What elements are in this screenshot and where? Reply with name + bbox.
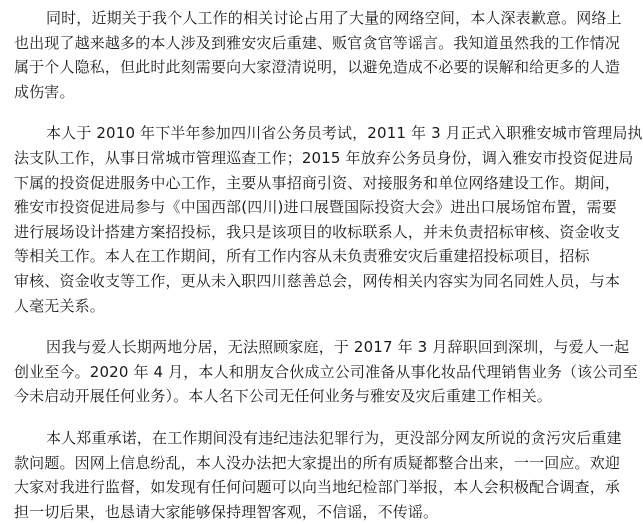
text-line: 审核、资金收支等工作，更从未入职四川慈善总会，网传相关内容实为同名同姓人员，与本	[14, 271, 621, 290]
text-line: 大家对我进行监督，如发现有任何问题可以向当地纪检部门举报，本人会积极配合调查，承	[14, 478, 621, 497]
text-line: 进行展场设计搭建方案招投标，我只是该项目的收标联系人，并未负责招标审核、资金收支	[14, 222, 621, 241]
paragraph-work-history	[14, 121, 643, 318]
paragraph-apology	[14, 6, 622, 104]
text-line: 款问题。因网上信息纷乱，本人没办法把大家提出的所有质疑都整合出来，一一回应。欢迎	[14, 453, 621, 472]
text-line: 也出现了越来越多的本人涉及到雅安灾后重建、贩官贪官等谣言。我知道虽然我的工作情况	[14, 33, 621, 52]
text-line: 本人于 2010 年下半年参加四川省公务员考试，2011 年 3 月正式入职雅安城市管理局执	[46, 124, 643, 143]
paragraph-resignation	[14, 335, 638, 409]
text-line: 成伤害。	[14, 82, 75, 101]
text-line: 担一切后果，也恳请大家能够保持理智客观，不信谣，不传谣。	[14, 502, 439, 521]
text-line: 雅安市投资促进局参与《中国西部(四川)进口展暨国际投资大会》进出口展场馆布置，需要	[14, 198, 617, 217]
text-line: 法支队工作，从事日常城市管理巡查工作；2015 年放弃公务员身份，调入雅安市投资促进局	[14, 148, 634, 167]
text-line: 创业至今。2020 年 4 月，本人和朋友合伙成立公司准备从事化妆品代理销售业务（该公司至	[14, 362, 638, 381]
text-line: 今未启动开展任何业务）。本人名下公司无任何业务与雅安及灾后重建工作相关。	[14, 387, 552, 406]
text-line: 同时，近期关于我个人工作的相关讨论占用了大量的网络空间，本人深表歉意。网络上	[46, 9, 622, 27]
text-line: 下属的投资促进服务中心工作，主要从事招商引资、对接服务和单位网络建设工作。期间，	[14, 173, 621, 192]
text-line: 本人郑重承诺，在工作期间没有违纪违法犯罪行为，更没部分网友所说的贪污灾后重建	[46, 428, 622, 447]
text-line: 因我与爱人长期两地分居，无法照顾家庭，于 2017 年 3 月辞职回到深圳，与爱人一起	[46, 338, 630, 357]
text-line: 属于个人隐私，但此时此刻需要向大家澄清说明，以避免造成不必要的误解和给更多的人造	[14, 58, 621, 77]
paragraph-commitment	[14, 426, 622, 524]
text-line: 等相关工作。本人在工作期间，所有工作内容从未负责雅安灾后重建招投标项目，招标	[14, 247, 590, 266]
text-line: 人毫无关系。	[14, 296, 105, 315]
